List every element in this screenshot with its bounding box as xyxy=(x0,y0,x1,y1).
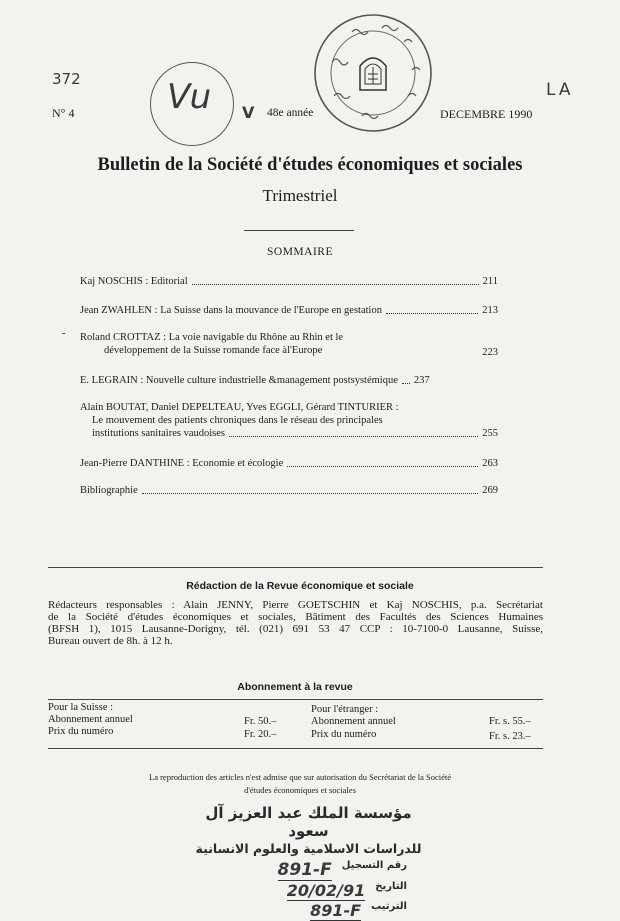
suisse-label: Pour la Suisse : xyxy=(48,702,114,713)
toc-title-continued: développement de la Suisse romande face àl'Europe xyxy=(104,345,323,356)
suisse-issue-price: Fr. 20.– xyxy=(244,729,277,740)
stamp-line: للدراسات الاسلامية والعلوم الانسانية xyxy=(195,841,422,856)
toc-page: 223 xyxy=(482,347,498,358)
redaction-line: Rédacteurs responsables : Alain JENNY, Pierre GOETSCHIN et Kaj NOSCHIS, p.a. Secrétariat xyxy=(48,599,543,611)
abonnement-divider xyxy=(48,699,543,700)
toc-author: Roland CROTTAZ xyxy=(80,332,161,343)
suisse-annual-label: Abonnement annuel xyxy=(48,714,133,725)
handwritten-corner-initials: LA xyxy=(546,80,574,100)
stamp-line: مؤسسة الملك عبد العزيز آل سعود xyxy=(205,804,412,840)
toc-page: 263 xyxy=(482,458,498,469)
toc-title: La voie navigable du Rhône au Rhin et le xyxy=(168,332,344,343)
abonnement-bottom-divider xyxy=(48,748,543,749)
issue-date: DECEMBRE 1990 xyxy=(440,107,533,121)
toc-page: 269 xyxy=(482,485,498,496)
toc-author: Alain BOUTAT, Daniel DEPELTEAU, Yves EGGLI, Gérard TINTURIER xyxy=(80,402,394,413)
toc-entry: Kaj NOSCHIS : Editorial 211 xyxy=(80,276,498,287)
page-subtitle: Trimestriel xyxy=(262,186,338,205)
toc-entry: E. LEGRAIN : Nouvelle culture industrielle &management postsystémique 237 xyxy=(80,375,430,386)
toc-title: Editorial xyxy=(150,276,188,287)
abonnement-heading: Abonnement à la revue xyxy=(237,681,353,693)
handwritten-circle xyxy=(150,62,234,146)
toc-author: Jean-Pierre DANTHINE xyxy=(80,458,185,469)
stamp-date-label: التاريخ xyxy=(375,881,407,892)
stamp-class-label: الترتيب xyxy=(371,901,407,912)
redaction-text xyxy=(48,599,543,647)
page-title: Bulletin de la Société d'études économiques et sociales xyxy=(97,155,523,175)
notice-line: La reproduction des articles n'est admise que sur autorisation du Secrétariat de la Société xyxy=(149,772,451,782)
toc-author: E. LEGRAIN xyxy=(80,375,138,386)
redaction-line: (BFSH 1), 1015 Lausanne-Dorigny, tél. (021) 691 53 47 CCP : 10-7100-0 Lausanne, Suisse, xyxy=(48,623,543,635)
stamp-class-value: 891-F xyxy=(310,901,362,920)
etranger-annual-price: Fr. s. 55.– xyxy=(489,716,531,727)
toc-entry: Alain BOUTAT, Daniel DEPELTEAU, Yves EGGLI, Gérard TINTURIER : Le mouvement des patients chroniques dans le réseau des principales institutions sanitaires vaudoises 255 xyxy=(80,402,498,439)
toc-entry: Jean-Pierre DANTHINE : Economie et écologie 263 xyxy=(80,458,498,469)
toc-title: Economie et écologie xyxy=(192,458,284,469)
stamp-reg-label: رقم التسجيل xyxy=(341,860,407,871)
etranger-issue-price: Fr. s. 23.– xyxy=(489,731,531,742)
toc-title-continued: institutions sanitaires vaudoises xyxy=(92,428,225,439)
toc-entry: Jean ZWAHLEN : La Suisse dans la mouvance de l'Europe en gestation 213 xyxy=(80,305,498,316)
toc-author: Jean ZWAHLEN xyxy=(80,305,153,316)
title-divider xyxy=(244,230,354,231)
redaction-line: Bureau ouvert de 8h. à 12 h. xyxy=(48,635,173,647)
toc-page: 213 xyxy=(482,305,498,316)
suisse-annual-price: Fr. 50.– xyxy=(244,716,277,727)
sommaire-heading: SOMMAIRE xyxy=(267,246,333,258)
notice-line: d'études économiques et sociales xyxy=(244,785,356,795)
reproduction-notice xyxy=(0,771,600,797)
toc-entry xyxy=(80,484,498,497)
section-divider xyxy=(48,567,543,568)
etranger-annual-label: Abonnement annuel xyxy=(311,716,396,727)
issue-number: N° 4 xyxy=(52,106,75,120)
toc-entry: Roland CROTTAZ : La voie navigable du Rhône au Rhin et le développement de la Suisse romande face àl'Europe 223 xyxy=(80,332,498,358)
stamp-reg-value: 891-F xyxy=(277,860,332,880)
library-seal xyxy=(312,12,434,134)
stamp-date-value: 20/02/91 xyxy=(286,881,366,900)
suisse-issue-label: Prix du numéro xyxy=(48,726,114,737)
handwritten-tick: V xyxy=(242,103,255,122)
library-registration-stamp xyxy=(186,804,431,921)
toc-title: Bibliographie xyxy=(80,485,138,496)
year-label: 48e année xyxy=(267,107,314,119)
margin-dash: - xyxy=(62,327,66,339)
toc-title: La Suisse dans la mouvance de l'Europe en gestation xyxy=(160,305,382,316)
toc-page: 237 xyxy=(413,375,430,386)
toc-page: 211 xyxy=(482,276,498,287)
redaction-heading: Rédaction de la Revue économique et sociale xyxy=(186,580,414,592)
toc-page: 255 xyxy=(482,428,498,439)
redaction-line: de la Société d'études économiques et sociales, Bâtiment des Facultés des Sciences Humaines xyxy=(48,611,543,623)
handwritten-number: 372 xyxy=(52,70,81,88)
etranger-label: Pour l'étranger : xyxy=(311,704,379,715)
toc-author: Kaj NOSCHIS xyxy=(80,276,143,287)
etranger-issue-label: Prix du numéro xyxy=(311,729,377,740)
toc-title: Nouvelle culture industrielle &management postsystémique xyxy=(145,375,398,386)
handwritten-initials: Vu xyxy=(167,77,212,117)
toc-title: Le mouvement des patients chroniques dans le réseau des principales xyxy=(92,415,383,426)
